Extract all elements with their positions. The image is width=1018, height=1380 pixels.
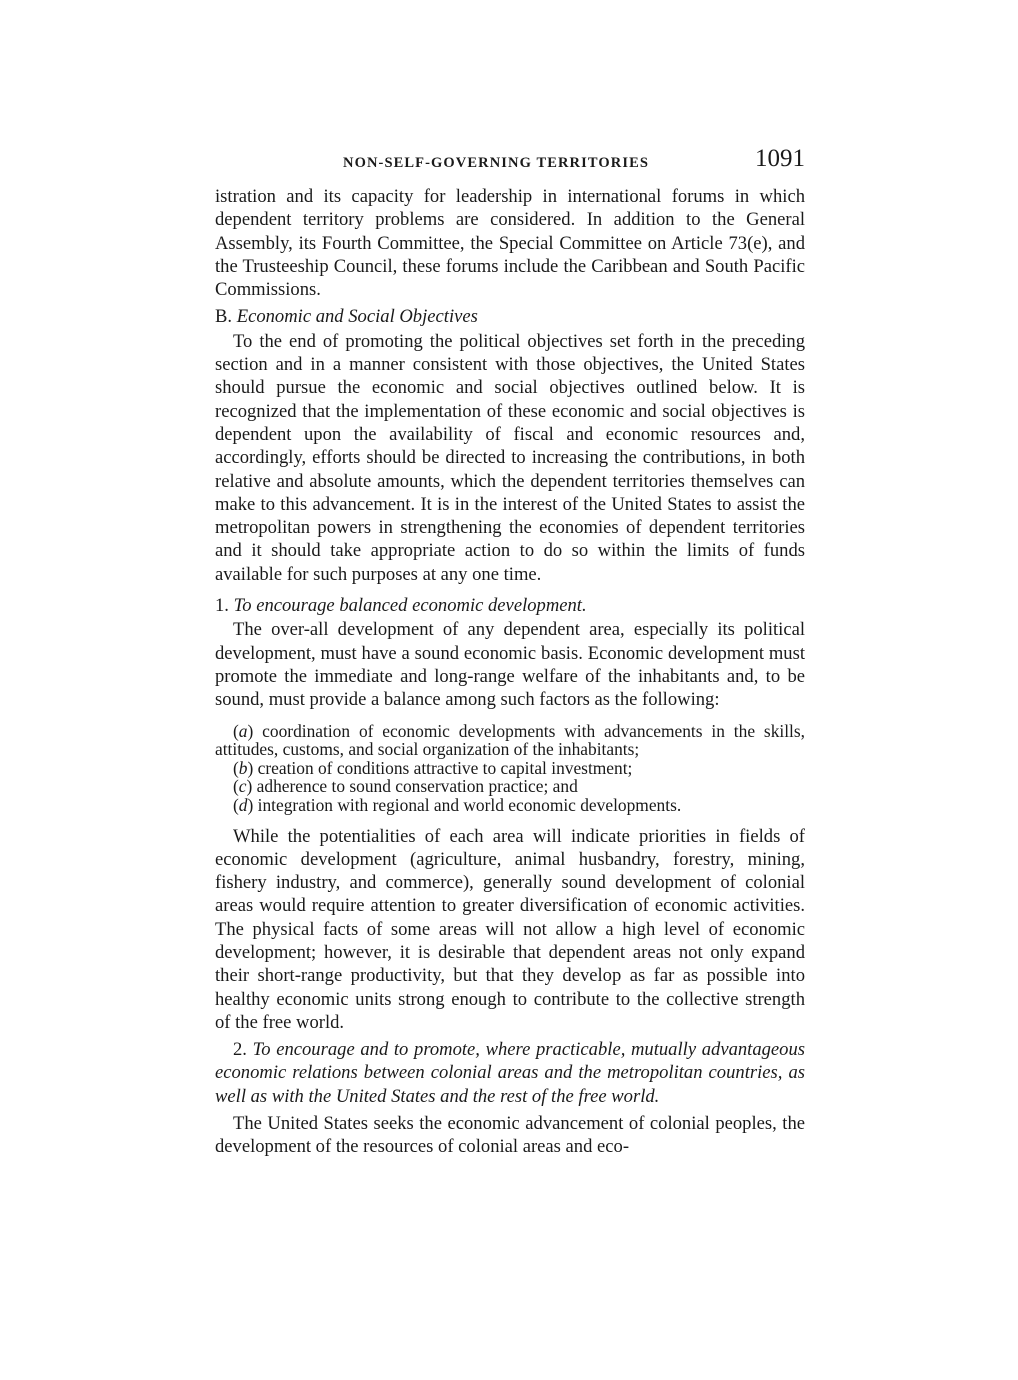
running-title: NON-SELF-GOVERNING TERRITORIES bbox=[343, 155, 650, 171]
item-number: 1. bbox=[215, 595, 229, 617]
item-title: To encourage balanced economic development. bbox=[233, 595, 587, 617]
item-number: 2. bbox=[233, 1039, 247, 1061]
section-title: Economic and Social Objectives bbox=[236, 306, 478, 328]
document-page bbox=[215, 145, 805, 1159]
paragraph-2: While the potentialities of each area will indicate priorities in fields of economic development (agriculture, animal husbandry, forestry, mining, fishery industry, and commerce), generally sound development of colonial areas would require attention to greater diversification of economic activities. The physical facts of some areas will not allow a high level of economic development; however, it is desirable that dependent areas not only expand their short-range productivity, but that they develop as far as possible into healthy economic units strong enough to contribute to the collective strength of the free world. bbox=[215, 825, 805, 1033]
section-heading-b bbox=[215, 305, 805, 328]
list-tag: b bbox=[238, 757, 248, 778]
list-item: (c) adherence to sound conservation practice; and bbox=[233, 776, 578, 797]
list-text: coordination of economic developments with advancements in the skills, attitudes, customs, and social organization of the inhabitants; bbox=[215, 720, 806, 760]
paragraph-3: The United States seeks the economic advancement of colonial peoples, the development of the resources of colonial areas and eco- bbox=[215, 1113, 805, 1158]
list-item: (b) creation of conditions attractive to capital investment; bbox=[233, 757, 633, 778]
page-number: 1091 bbox=[755, 145, 805, 172]
paragraph-1: The over-all development of any dependent area, especially its political development, must have a sound economic basis. Economic development must promote the immediate and long-range welfare of the inhabitants and, to be sound, must provide a balance among such factors as the following: bbox=[215, 619, 805, 711]
paragraph-continued: istration and its capacity for leadership in international forums in which dependent territory problems are considered. In addition to the General Assembly, its Fourth Committee, the Special Committee on Article 73(e), and the Trusteeship Council, these forums include the Caribbean and South Pacific Commissions. bbox=[215, 186, 805, 301]
list-text: adherence to sound conservation practice; and bbox=[256, 776, 578, 797]
list-item: (d) integration with regional and world economic developments. bbox=[233, 794, 682, 815]
list-tag: d bbox=[238, 794, 248, 815]
body-text bbox=[215, 185, 805, 1159]
running-head bbox=[215, 145, 805, 185]
list-text: integration with regional and world economic developments. bbox=[257, 794, 682, 815]
list-tag: c bbox=[238, 776, 247, 797]
paragraph-b1: To the end of promoting the political objectives set forth in the preceding section and in a manner consistent with those objectives, the United States should pursue the economic and social objectives outlined below. It is recognized that the implementation of these economic and social objectives is dependent upon the availability of fiscal and economic resources and, accordingly, efforts should be directed to increasing the contributions, in both relative and absolute amounts, which the dependent territories themselves can make to this advancement. It is in the interest of the United States to assist the metropolitan powers in strengthening the economies of dependent territories and it should take appropriate action to do so within the limits of funds available for such purposes at any one time. bbox=[215, 330, 805, 585]
list-tag: a bbox=[238, 720, 248, 741]
item-heading-1 bbox=[215, 594, 805, 617]
factor-list bbox=[215, 722, 805, 815]
item-title: To encourage and to promote, where practicable, mutually advantageous economic relations between colonial areas and the metropolitan countries, as well as with the United States and the rest of the free world. bbox=[215, 1039, 806, 1107]
item-heading-2 bbox=[215, 1038, 805, 1108]
list-text: creation of conditions attractive to capital investment; bbox=[257, 757, 633, 778]
section-prefix: B. bbox=[215, 306, 233, 328]
list-item: (a) coordination of economic developments with advancements in the skills, attitudes, customs, and social organization of the inhabitants; bbox=[215, 720, 806, 760]
